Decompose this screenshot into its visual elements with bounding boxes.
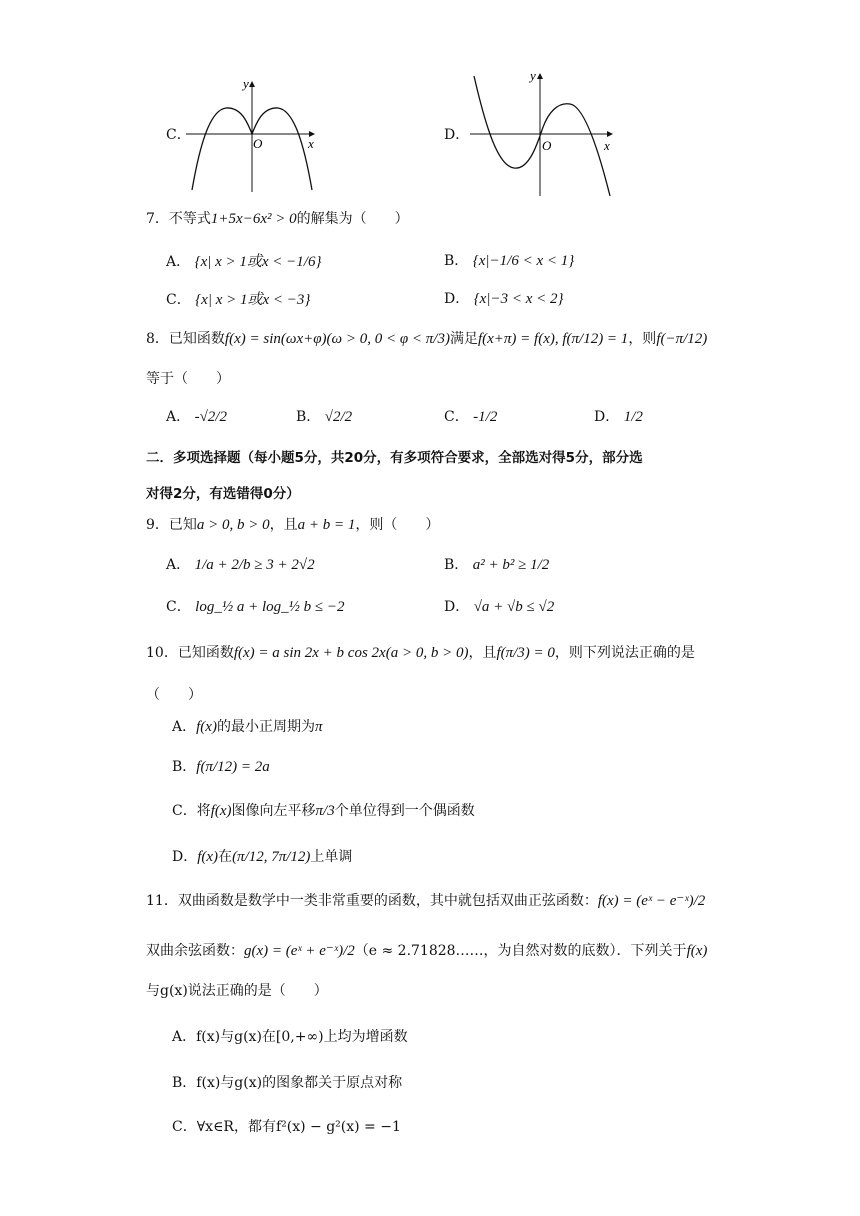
q11-c-label: C．: [172, 1119, 197, 1135]
q9-b-text: a² + b² ≥ 1/2: [472, 557, 550, 573]
q6-c-axis-y: y: [243, 76, 249, 91]
q10-option-b[interactable]: [172, 756, 270, 776]
q7-stem: [146, 208, 409, 228]
q8-option-a[interactable]: [166, 406, 227, 426]
q10-stem-func: f(x) = a sin 2x + b cos 2x(a > 0, b > 0): [233, 645, 469, 661]
q11-option-b[interactable]: [172, 1072, 402, 1092]
q10-a-label: A．: [172, 719, 197, 735]
q10-stem-line2: （ ）: [146, 687, 202, 703]
q10-b-text: f(π/12) = 2a: [196, 759, 270, 775]
q11-line2-end: f(x): [686, 943, 708, 959]
q8-option-b[interactable]: [296, 406, 352, 426]
q9-stem-post: ，则（ ）: [355, 517, 440, 533]
q10-option-d[interactable]: [172, 846, 352, 866]
q8-c-label: C．: [444, 409, 469, 425]
q11-stem-line2: [146, 940, 707, 960]
q10-c-mid: 图像向左平移: [231, 803, 316, 819]
q7-b-text: {x|−1/6 < x < 1}: [472, 253, 575, 269]
q11-option-c[interactable]: [172, 1116, 401, 1136]
q9-stem-mid: ，且: [269, 517, 298, 533]
q8-b-label: B．: [296, 409, 321, 425]
q10-c-post: 个单位得到一个偶函数: [334, 803, 475, 819]
q10-option-c[interactable]: [172, 800, 475, 820]
q11-line1-pre: 11．双曲函数是数学中一类非常重要的函数，其中就包括双曲正弦函数：: [146, 893, 598, 909]
q9-option-d[interactable]: [444, 596, 554, 616]
q7-d-text: {x|−3 < x < 2}: [473, 291, 564, 307]
q9-option-b[interactable]: [444, 554, 549, 574]
q7-option-b[interactable]: [444, 250, 574, 270]
q8-c-text: -1/2: [473, 409, 498, 425]
q10-d-interval: (π/12, 7π/12): [232, 849, 311, 865]
q11-b-text: f(x)与g(x)的图象都关于原点对称: [196, 1075, 403, 1091]
q10-c-func: f(x): [210, 803, 232, 819]
q8-stem-func: f(x) = sin(ωx+φ)(ω > 0, 0 < φ < π/3): [224, 331, 450, 347]
section2-heading-line2: 对得2分，有选错得0分）: [146, 486, 300, 502]
q10-d-post: 上单调: [310, 849, 353, 865]
q9-b-label: B．: [444, 557, 469, 573]
q6-option-c-label[interactable]: C．: [166, 127, 191, 143]
q8-stem-line2: 等于（ ）: [146, 371, 230, 387]
q10-stem-post: ，则下列说法正确的是: [554, 645, 695, 661]
q8-stem: [146, 328, 707, 348]
q11-line2-note: （e ≈ 2.71828……，为自然对数的底数）．下列关于: [354, 943, 687, 959]
q8-a-text: -√2/2: [194, 409, 227, 425]
q9-option-c[interactable]: [166, 596, 344, 616]
q9-d-text: √a + √b ≤ √2: [473, 599, 555, 615]
q8-b-text: √2/2: [324, 409, 353, 425]
q8-d-label: D．: [594, 409, 620, 425]
q10-d-label: D．: [172, 849, 198, 865]
q7-stem-pre: 7．不等式: [146, 211, 211, 227]
q7-a-label: A．: [166, 254, 191, 270]
q7-stem-post: 的解集为（ ）: [296, 211, 409, 227]
q7-c-label: C．: [166, 292, 191, 308]
q10-d-func: f(x): [197, 849, 219, 865]
q11-line2-pre: 双曲余弦函数：: [146, 943, 244, 959]
q10-a-text: 的最小正周期为: [216, 719, 315, 735]
section2-heading-line1: 二．多项选择题（每小题5分，共20分，有多项符合要求，全部选对得5分，部分选: [146, 450, 643, 466]
q7-d-label: D．: [444, 291, 470, 307]
q6-c-axis-x: x: [308, 136, 314, 151]
q6-d-origin: O: [542, 138, 552, 153]
q8-stem-post: ，则: [628, 331, 657, 347]
q10-stem-pre: 10．已知函数: [146, 645, 234, 661]
q8-stem-pre: 8．已知函数: [146, 331, 225, 347]
q8-option-d[interactable]: [594, 406, 643, 426]
q11-line1-func: f(x) = (eˣ − e⁻ˣ)/2: [597, 893, 706, 909]
q9-stem-cond1: a > 0, b > 0: [196, 517, 270, 533]
q10-d-mid: 在: [218, 849, 233, 865]
q10-stem-mid: ，且: [468, 645, 497, 661]
q7-c-text: {x| x > 1或x < −3}: [195, 292, 311, 308]
q6-c-origin: O: [253, 136, 263, 151]
q9-stem: [146, 514, 439, 534]
q9-stem-pre: 9．已知: [146, 517, 197, 533]
q8-stem-cond: f(x+π) = f(x), f(π/12) = 1: [477, 331, 629, 347]
q10-option-a[interactable]: [172, 716, 322, 736]
q8-d-text: 1/2: [623, 409, 643, 425]
q10-c-pre: 将: [196, 803, 211, 819]
q9-c-label: C．: [166, 599, 191, 615]
q7-option-c[interactable]: [166, 288, 310, 309]
q10-b-label: B．: [172, 759, 197, 775]
q8-a-label: A．: [166, 409, 191, 425]
q11-stem-line1: [146, 890, 705, 910]
q8-stem-mid: 满足: [449, 331, 478, 347]
q8-option-c[interactable]: [444, 406, 497, 426]
q8-stem-ask: f(−π/12): [656, 331, 708, 347]
q9-option-a[interactable]: [166, 554, 315, 574]
q10-stem: [146, 642, 695, 662]
q9-d-label: D．: [444, 599, 470, 615]
q10-stem-cond: f(π/3) = 0: [496, 645, 555, 661]
q11-stem-line3: 与g(x)说法正确的是（ ）: [146, 983, 328, 999]
q10-c-label: C．: [172, 803, 197, 819]
q11-a-text: f(x)与g(x)在[0,+∞)上均为增函数: [196, 1029, 408, 1045]
q7-a-text: {x| x > 1或x < −1/6}: [194, 254, 322, 270]
q9-a-label: A．: [166, 557, 191, 573]
q6-graph-c: [186, 74, 322, 194]
q6-d-axis-x: x: [604, 138, 610, 153]
q9-stem-cond2: a + b = 1: [297, 517, 356, 533]
q6-option-d-label[interactable]: D．: [444, 127, 470, 143]
q7-stem-expr: 1+5x−6x² > 0: [210, 211, 297, 227]
q11-c-text: ∀x∈R，都有f²(x) − g²(x) = −1: [196, 1119, 401, 1135]
q7-option-a[interactable]: [166, 250, 321, 271]
q9-a-text: 1/a + 2/b ≥ 3 + 2√2: [194, 557, 315, 573]
q10-a-post: π: [314, 719, 323, 735]
q6-graph-d: [466, 68, 616, 200]
q7-b-label: B．: [444, 253, 469, 269]
q7-option-d[interactable]: [444, 288, 564, 308]
q11-b-label: B．: [172, 1075, 197, 1091]
q11-option-a[interactable]: [172, 1026, 408, 1046]
q6-d-axis-y: y: [530, 68, 536, 83]
q9-c-text: log_½ a + log_½ b ≤ −2: [195, 599, 345, 615]
q10-c-frac: π/3: [315, 803, 335, 819]
q10-a-pre: f(x): [196, 719, 217, 735]
q11-line2-func: g(x) = (eˣ + e⁻ˣ)/2: [244, 943, 355, 959]
q11-a-label: A．: [172, 1029, 197, 1045]
